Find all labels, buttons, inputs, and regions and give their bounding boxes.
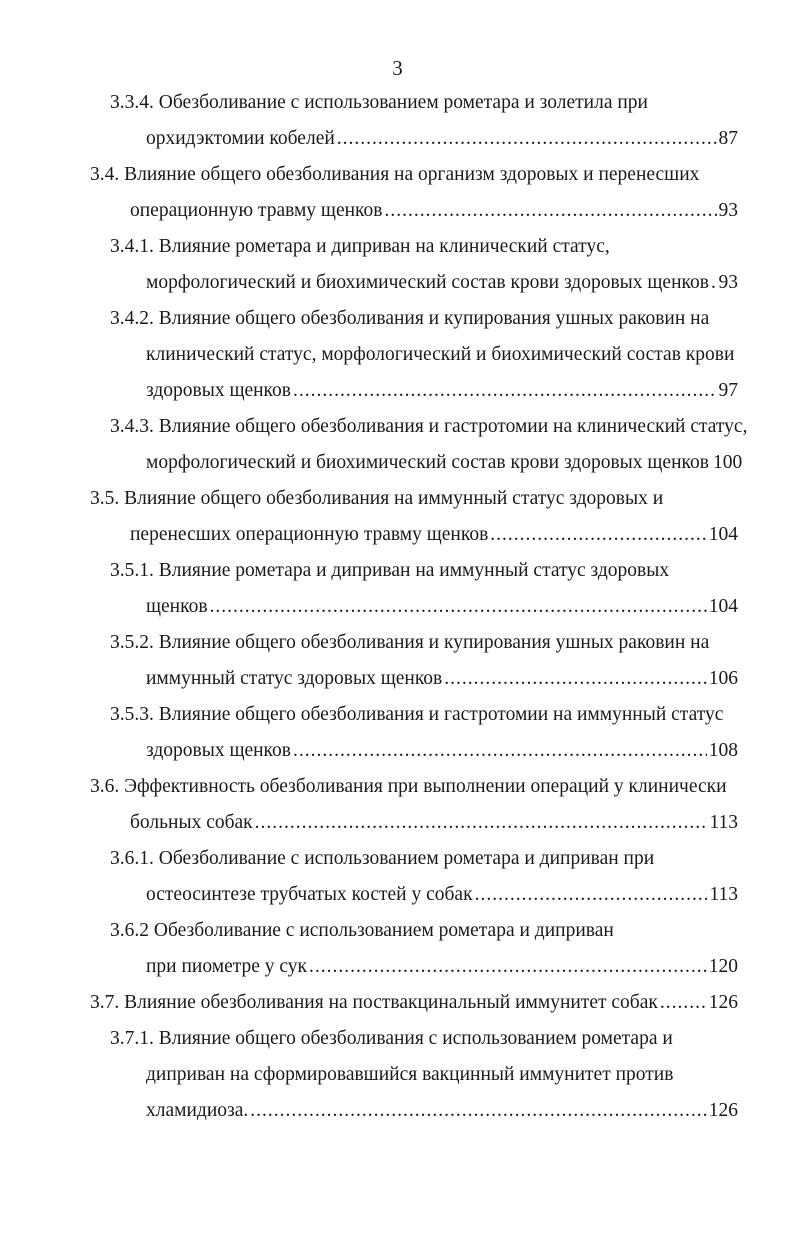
leader-dots [309, 952, 707, 982]
toc-entry-3-4-3-line-1: 3.4.3. Влияние общего обезболивания и гастротомии на клинический статус, [110, 416, 748, 437]
leader-dots [293, 376, 716, 406]
leader-dots [475, 880, 708, 910]
toc-entry-3-6-2-line-1: 3.6.2 Обезболивание с использованием рометара и диприван [110, 920, 614, 941]
toc-page-number: 113 [709, 812, 738, 833]
toc-entry-3-4-line-1: 3.4. Влияние общего обезболивания на организм здоровых и перенесших [90, 164, 700, 185]
toc-entry-3-4-2-line-1: 3.4.2. Влияние общего обезболивания и купирования ушных раковин на [110, 308, 710, 329]
toc-entry-3-6-1-line-2[interactable]: остеосинтезе трубчатых костей у собак ..... 113 [146, 880, 738, 910]
leader-dots [660, 988, 707, 1018]
toc-entry-3-6-line-2[interactable]: больных собак ..... 113 [130, 808, 738, 838]
toc-entry-3-5-3-line-1: 3.5.3. Влияние общего обезболивания и гастротомии на иммунный статус [110, 704, 724, 725]
leader-dots [255, 808, 708, 838]
toc-entry-3-6-1-line-1: 3.6.1. Обезболивание с использованием рометара и диприван при [110, 848, 655, 869]
toc-entry-3-4-2-line-3[interactable]: здоровых щенков ..... 97 [146, 376, 738, 406]
toc-page-number: 104 [708, 524, 738, 545]
leader-dots [711, 268, 717, 298]
leader-dots [490, 520, 706, 550]
toc-entry-3-4-1-line-2[interactable]: морфологический и биохимический состав крови здоровых щенков ..... 93 [146, 268, 738, 298]
toc-page-number: 93 [718, 200, 738, 221]
toc-page-number: 93 [718, 272, 738, 293]
toc-entry-3-7-1-line-3[interactable]: хламидиоза. ..... 126 [146, 1096, 738, 1126]
toc-entry-3-7-1-line-1: 3.7.1. Влияние общего обезболивания с использованием рометара и [110, 1028, 673, 1049]
toc-entry-3-4-line-2[interactable]: операционную травму щенков ..... 93 [130, 196, 738, 226]
toc-page-number: 120 [708, 956, 738, 977]
toc-page-number: 108 [708, 740, 738, 761]
toc-page-number: 100 [712, 452, 743, 473]
toc-entry-3-7-1-line-2: диприван на сформировавшийся вакцинный иммунитет против [146, 1064, 674, 1085]
toc-entry-3-5-1-line-2[interactable]: щенков ..... 104 [146, 592, 738, 622]
toc-page-number: 126 [708, 1100, 738, 1121]
toc-entry-3-5-2-line-2[interactable]: иммунный статус здоровых щенков ..... 106 [146, 664, 738, 694]
leader-dots [210, 592, 707, 622]
toc-page-number: 104 [708, 596, 738, 617]
toc-page-number: 126 [708, 992, 738, 1013]
toc-entry-3-4-3-line-2[interactable]: морфологический и биохимический состав крови здоровых щенков 100 [146, 448, 738, 478]
leader-dots [384, 196, 716, 226]
toc-entry-3-5-line-1: 3.5. Влияние общего обезболивания на иммунный статус здоровых и [90, 488, 664, 509]
toc-entry-3-5-2-line-1: 3.5.2. Влияние общего обезболивания и купирования ушных раковин на [110, 632, 710, 653]
leader-dots [293, 736, 707, 766]
leader-dots [337, 124, 717, 154]
page-number: 3 [392, 56, 403, 80]
toc-entry-3-4-2-line-2: клинический статус, морфологический и биохимический состав крови [146, 344, 735, 365]
toc-page-number: 106 [708, 668, 738, 689]
toc-entry-3-6-line-1: 3.6. Эффективность обезболивания при выполнении операций у клинически [90, 776, 727, 797]
toc-entry-3-3-4-line-1: 3.3.4. Обезболивание с использованием рометара и золетила при [110, 92, 648, 113]
leader-dots [250, 1096, 706, 1126]
toc-page-number: 97 [718, 380, 738, 401]
toc-entry-3-7-line-1[interactable]: 3.7. Влияние обезболивания на поствакцинальный иммунитет собак ..... 126 [90, 988, 738, 1018]
toc-page-number: 87 [718, 128, 738, 149]
toc-entry-3-5-3-line-2[interactable]: здоровых щенков ..... 108 [146, 736, 738, 766]
toc-entry-3-3-4-line-2[interactable]: орхидэктомии кобелей ..... 87 [146, 124, 738, 154]
toc-entry-3-4-1-line-1: 3.4.1. Влияние рометара и диприван на клинический статус, [110, 236, 610, 257]
toc-page-number: 113 [709, 884, 738, 905]
toc-entry-3-6-2-line-2[interactable]: при пиометре у сук ..... 120 [146, 952, 738, 982]
leader-dots [444, 664, 706, 694]
toc-entry-3-5-1-line-1: 3.5.1. Влияние рометара и диприван на иммунный статус здоровых [110, 560, 670, 581]
toc-entry-3-5-line-2[interactable]: перенесших операционную травму щенков ..... 104 [130, 520, 738, 550]
